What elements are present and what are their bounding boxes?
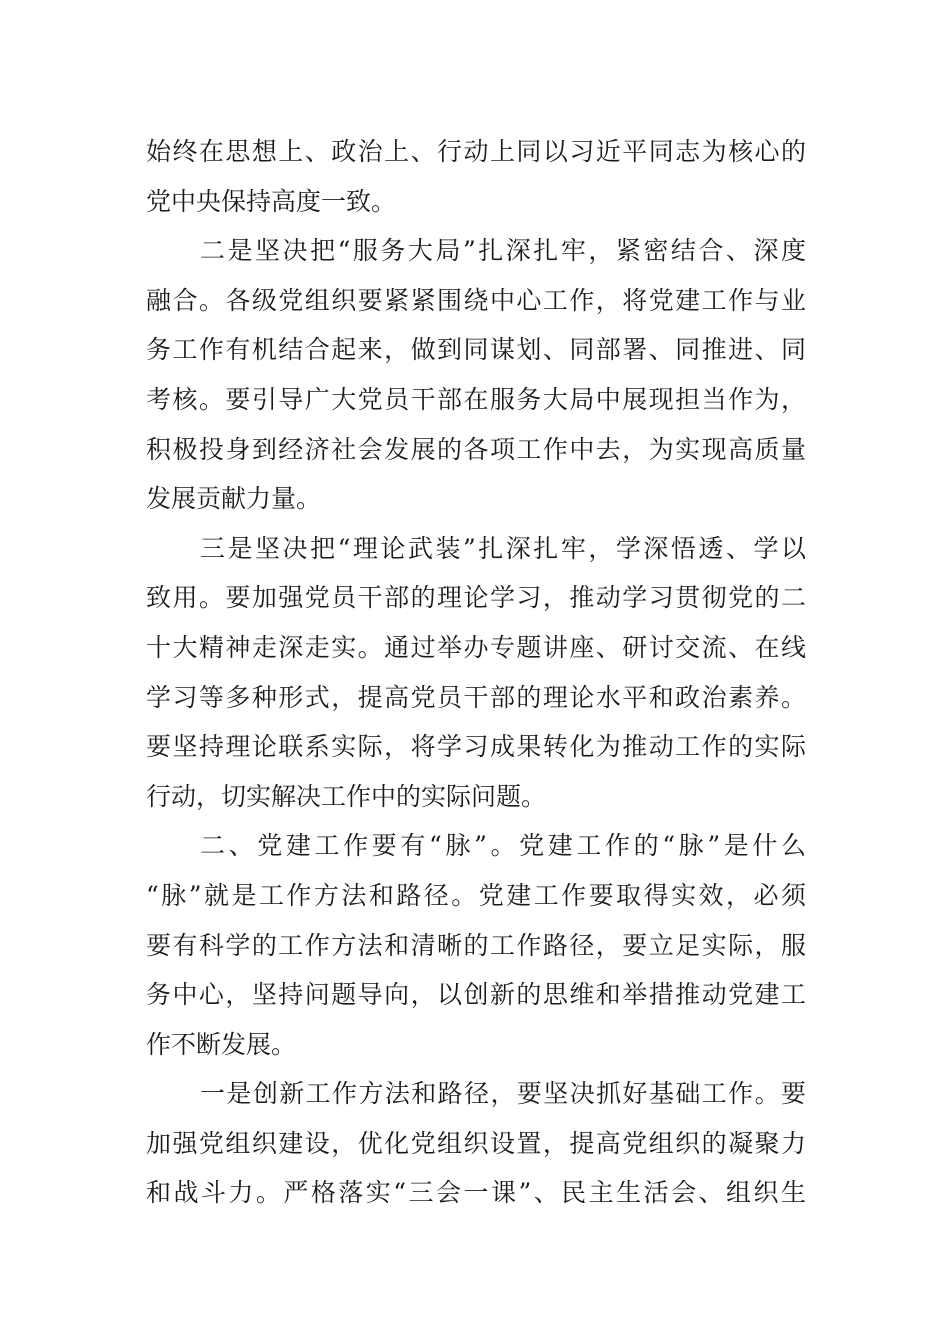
text-line: 一是创新工作方法和路径，要坚决抓好基础工作。要 bbox=[200, 1079, 806, 1109]
text-line: 加强党组织建设，优化党组织设置，提高党组织的凝聚力 bbox=[146, 1128, 806, 1158]
text-line: 致用。要加强党员干部的理论学习，推动学习贯彻党的二 bbox=[146, 583, 806, 613]
text-line: 作不断发展。 bbox=[146, 1029, 297, 1059]
document-body bbox=[146, 127, 806, 1218]
text-line: 二是坚决把“服务大局”扎深扎牢，紧密结合、深度 bbox=[200, 236, 806, 266]
text-line: 考核。要引导广大党员干部在服务大局中展现担当作为， bbox=[146, 384, 806, 414]
text-line: 行动，切实解决工作中的实际问题。 bbox=[146, 781, 547, 811]
text-line: 学习等多种形式，提高党员干部的理论水平和政治素养。 bbox=[146, 682, 806, 712]
text-line: 发展贡献力量。 bbox=[146, 484, 322, 514]
text-line: 融合。各级党组织要紧紧围绕中心工作，将党建工作与业 bbox=[146, 285, 806, 315]
text-line: 要有科学的工作方法和清晰的工作路径，要立足实际，服 bbox=[146, 930, 806, 960]
text-line: “脉”就是工作方法和路径。党建工作要取得实效，必须 bbox=[146, 880, 806, 910]
text-line: 务工作有机结合起来，做到同谋划、同部署、同推进、同 bbox=[146, 335, 806, 365]
text-line: 积极投身到经济社会发展的各项工作中去，为实现高质量 bbox=[146, 434, 806, 464]
text-line: 和战斗力。严格落实“三会一课”、民主生活会、组织生 bbox=[146, 1178, 806, 1208]
text-line: 要坚持理论联系实际，将学习成果转化为推动工作的实际 bbox=[146, 732, 806, 762]
text-line: 十大精神走深走实。通过举办专题讲座、研讨交流、在线 bbox=[146, 632, 806, 662]
text-line: 三是坚决把“理论武装”扎深扎牢，学深悟透、学以 bbox=[200, 533, 806, 563]
text-line: 始终在思想上、政治上、行动上同以习近平同志为核心的 bbox=[146, 137, 806, 166]
text-line: 务中心，坚持问题导向，以创新的思维和举措推动党建工 bbox=[146, 980, 806, 1010]
text-line: 党中央保持高度一致。 bbox=[146, 186, 397, 216]
text-line: 二、党建工作要有“脉”。党建工作的“脉”是什么 bbox=[200, 831, 806, 861]
